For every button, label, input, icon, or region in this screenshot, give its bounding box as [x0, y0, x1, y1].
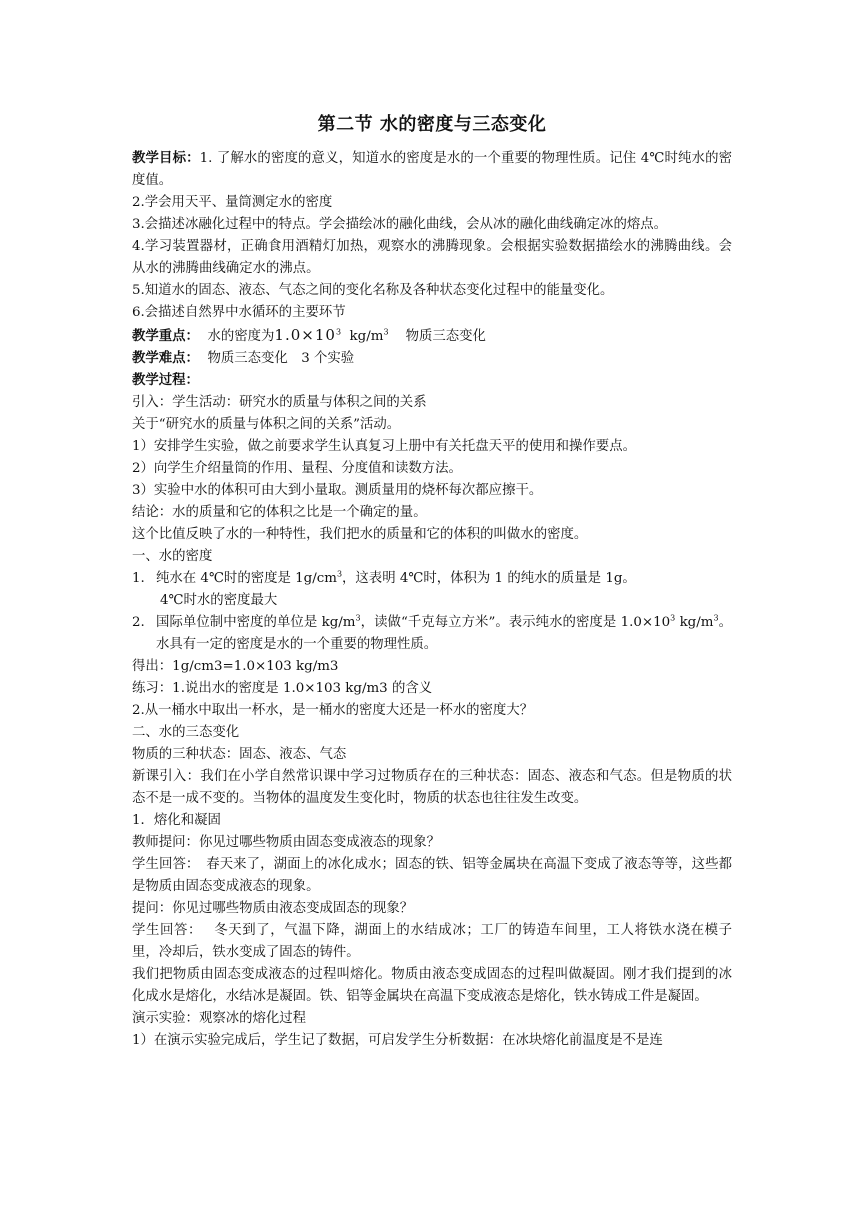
item-number: 2. [132, 615, 145, 630]
key-points-line [132, 324, 732, 348]
goal-item: 4.学习装置器材，正确食用酒精灯加热，观察水的沸腾现象。会根据实验数据描绘水的沸腾曲线。会从水的沸腾曲线确定水的沸点。 [132, 239, 732, 276]
paragraph: 新课引入：我们在小学自然常识课中学习过物质存在的三种状态：固态、液态和气态。但是物质的状态不是一成不变的。当物体的温度发生变化时，物质的状态也往往发生改变。 [132, 769, 732, 806]
subsection-heading: 1．熔化和凝固 [132, 813, 221, 828]
paragraph: 教师提问：你见过哪些物质由固态变成液态的现象？ [132, 835, 440, 850]
superscript: 3 [336, 569, 343, 579]
goal-item: 3.会描述冰融化过程中的特点。学会描绘冰的融化曲线，会从冰的融化曲线确定冰的熔点。 [132, 217, 668, 232]
density-item-1-cont: 4℃时水的密度最大 [160, 593, 278, 608]
paragraph: 我们把物质由固态变成液态的过程叫熔化。物质由液态变成固态的过程叫做凝固。刚才我们提到的冰化成水是熔化，水结冰是凝固。铁、铝等金属块在高温下变成液态是熔化，铁水铸成工件是凝固。 [132, 967, 732, 1004]
goal-item: 1. 了解水的密度的意义，知道水的密度是水的一个重要的物理性质。记住 4℃时纯水的密度值。 [132, 151, 732, 188]
paragraph: 学生回答： 冬天到了，气温下降，湖面上的水结成冰；工厂的铸造车间里，工人将铁水浇在模子里，冷却后，铁水变成了固态的铸件。 [132, 923, 732, 960]
paragraph: 2.从一桶水中取出一杯水，是一桶水的密度大还是一杯水的密度大？ [132, 703, 534, 718]
goal-item: 2.学会用天平、量筒测定水的密度 [132, 195, 333, 210]
density-item-2 [132, 612, 732, 656]
paragraph: 引入：学生活动：研究水的质量与体积之间的关系 [132, 395, 427, 410]
paragraph: 提问：你见过哪些物质由液态变成固态的现象？ [132, 901, 414, 916]
item-text: 。水具有一定的密度是水的一个重要的物理性质。 [156, 615, 732, 652]
paragraph: 2）向学生介绍量筒的作用、量程、分度值和读数方法。 [132, 461, 462, 476]
paragraph: 结论：水的质量和它的体积之比是一个确定的量。 [132, 505, 427, 520]
item-text: 国际单位制中密度的单位是 kg/m [156, 615, 356, 630]
key-points-label: 教学重点： [132, 329, 199, 344]
density-item-1 [132, 568, 732, 590]
paragraph: 1）安排学生实验，做之前要求学生认真复习上册中有关托盘天平的使用和操作要点。 [132, 439, 636, 454]
item-text: ，读做“千克每立方米”。表示纯水的密度是 1.0×10 [360, 615, 671, 630]
density-value: 1.0×10 [274, 326, 336, 344]
difficulties-line [132, 348, 732, 370]
paragraph: 练习：1.说出水的密度是 1.0×103 kg/m3 的含义 [132, 681, 433, 696]
paragraph: 物质的三种状态：固态、液态、气态 [132, 747, 347, 762]
paragraph: 得出：1g/cm3=1.0×103 kg/m3 [132, 659, 339, 674]
paragraph: 关于“研究水的质量与体积之间的关系”活动。 [132, 417, 401, 432]
paragraph: 这个比值反映了水的一种特性，我们把水的质量和它的体积的叫做水的密度。 [132, 527, 588, 542]
superscript: 3 [355, 613, 361, 623]
teaching-goals-label: 教学目标： [132, 151, 200, 166]
density-unit: kg/m [349, 329, 384, 344]
superscript: 3 [670, 613, 676, 623]
process-label: 教学过程： [132, 373, 199, 388]
goal-item: 6.会描述自然界中水循环的主要环节 [132, 305, 346, 320]
item-number: 1. [132, 571, 145, 586]
goal-item: 5.知道水的固态、液态、气态之间的变化名称及各种状态变化过程中的能量变化。 [132, 283, 614, 298]
difficulties-text: 物质三态变化 3 个实验 [207, 351, 355, 366]
paragraph: 3）实验中水的体积可由大到小量取。测质量用的烧杯每次都应擦干。 [132, 483, 543, 498]
superscript: 3 [713, 613, 719, 623]
document-title: 第二节 水的密度与三态变化 [317, 114, 547, 135]
key-points-pre: 水的密度为 [207, 329, 275, 344]
document-page [132, 112, 732, 1052]
item-text: 纯水在 4℃时的密度是 1g/cm [156, 571, 337, 586]
paragraph: 1）在演示实验完成后，学生记了数据，可启发学生分析数据：在冰块熔化前温度是不是连 [132, 1033, 663, 1048]
key-points-post: 物质三态变化 [405, 329, 486, 344]
paragraph: 演示实验：观察冰的熔化过程 [132, 1011, 307, 1026]
section-heading: 二、水的三态变化 [132, 725, 240, 740]
density-unit-exponent: 3 [383, 327, 389, 337]
section-heading: 一、水的密度 [132, 549, 213, 564]
density-exponent: 3 [335, 327, 342, 337]
item-text: kg/m [675, 615, 714, 630]
item-text: ，这表明 4℃时，体积为 1 的纯水的质量是 1g。 [342, 571, 636, 586]
paragraph: 学生回答： 春天来了，湖面上的冰化成水；固态的铁、铝等金属块在高温下变成了液态等等，这些都是物质由固态变成液态的现象。 [132, 857, 732, 894]
difficulties-label: 教学难点： [132, 351, 199, 366]
teaching-goals-line-1 [132, 148, 732, 192]
